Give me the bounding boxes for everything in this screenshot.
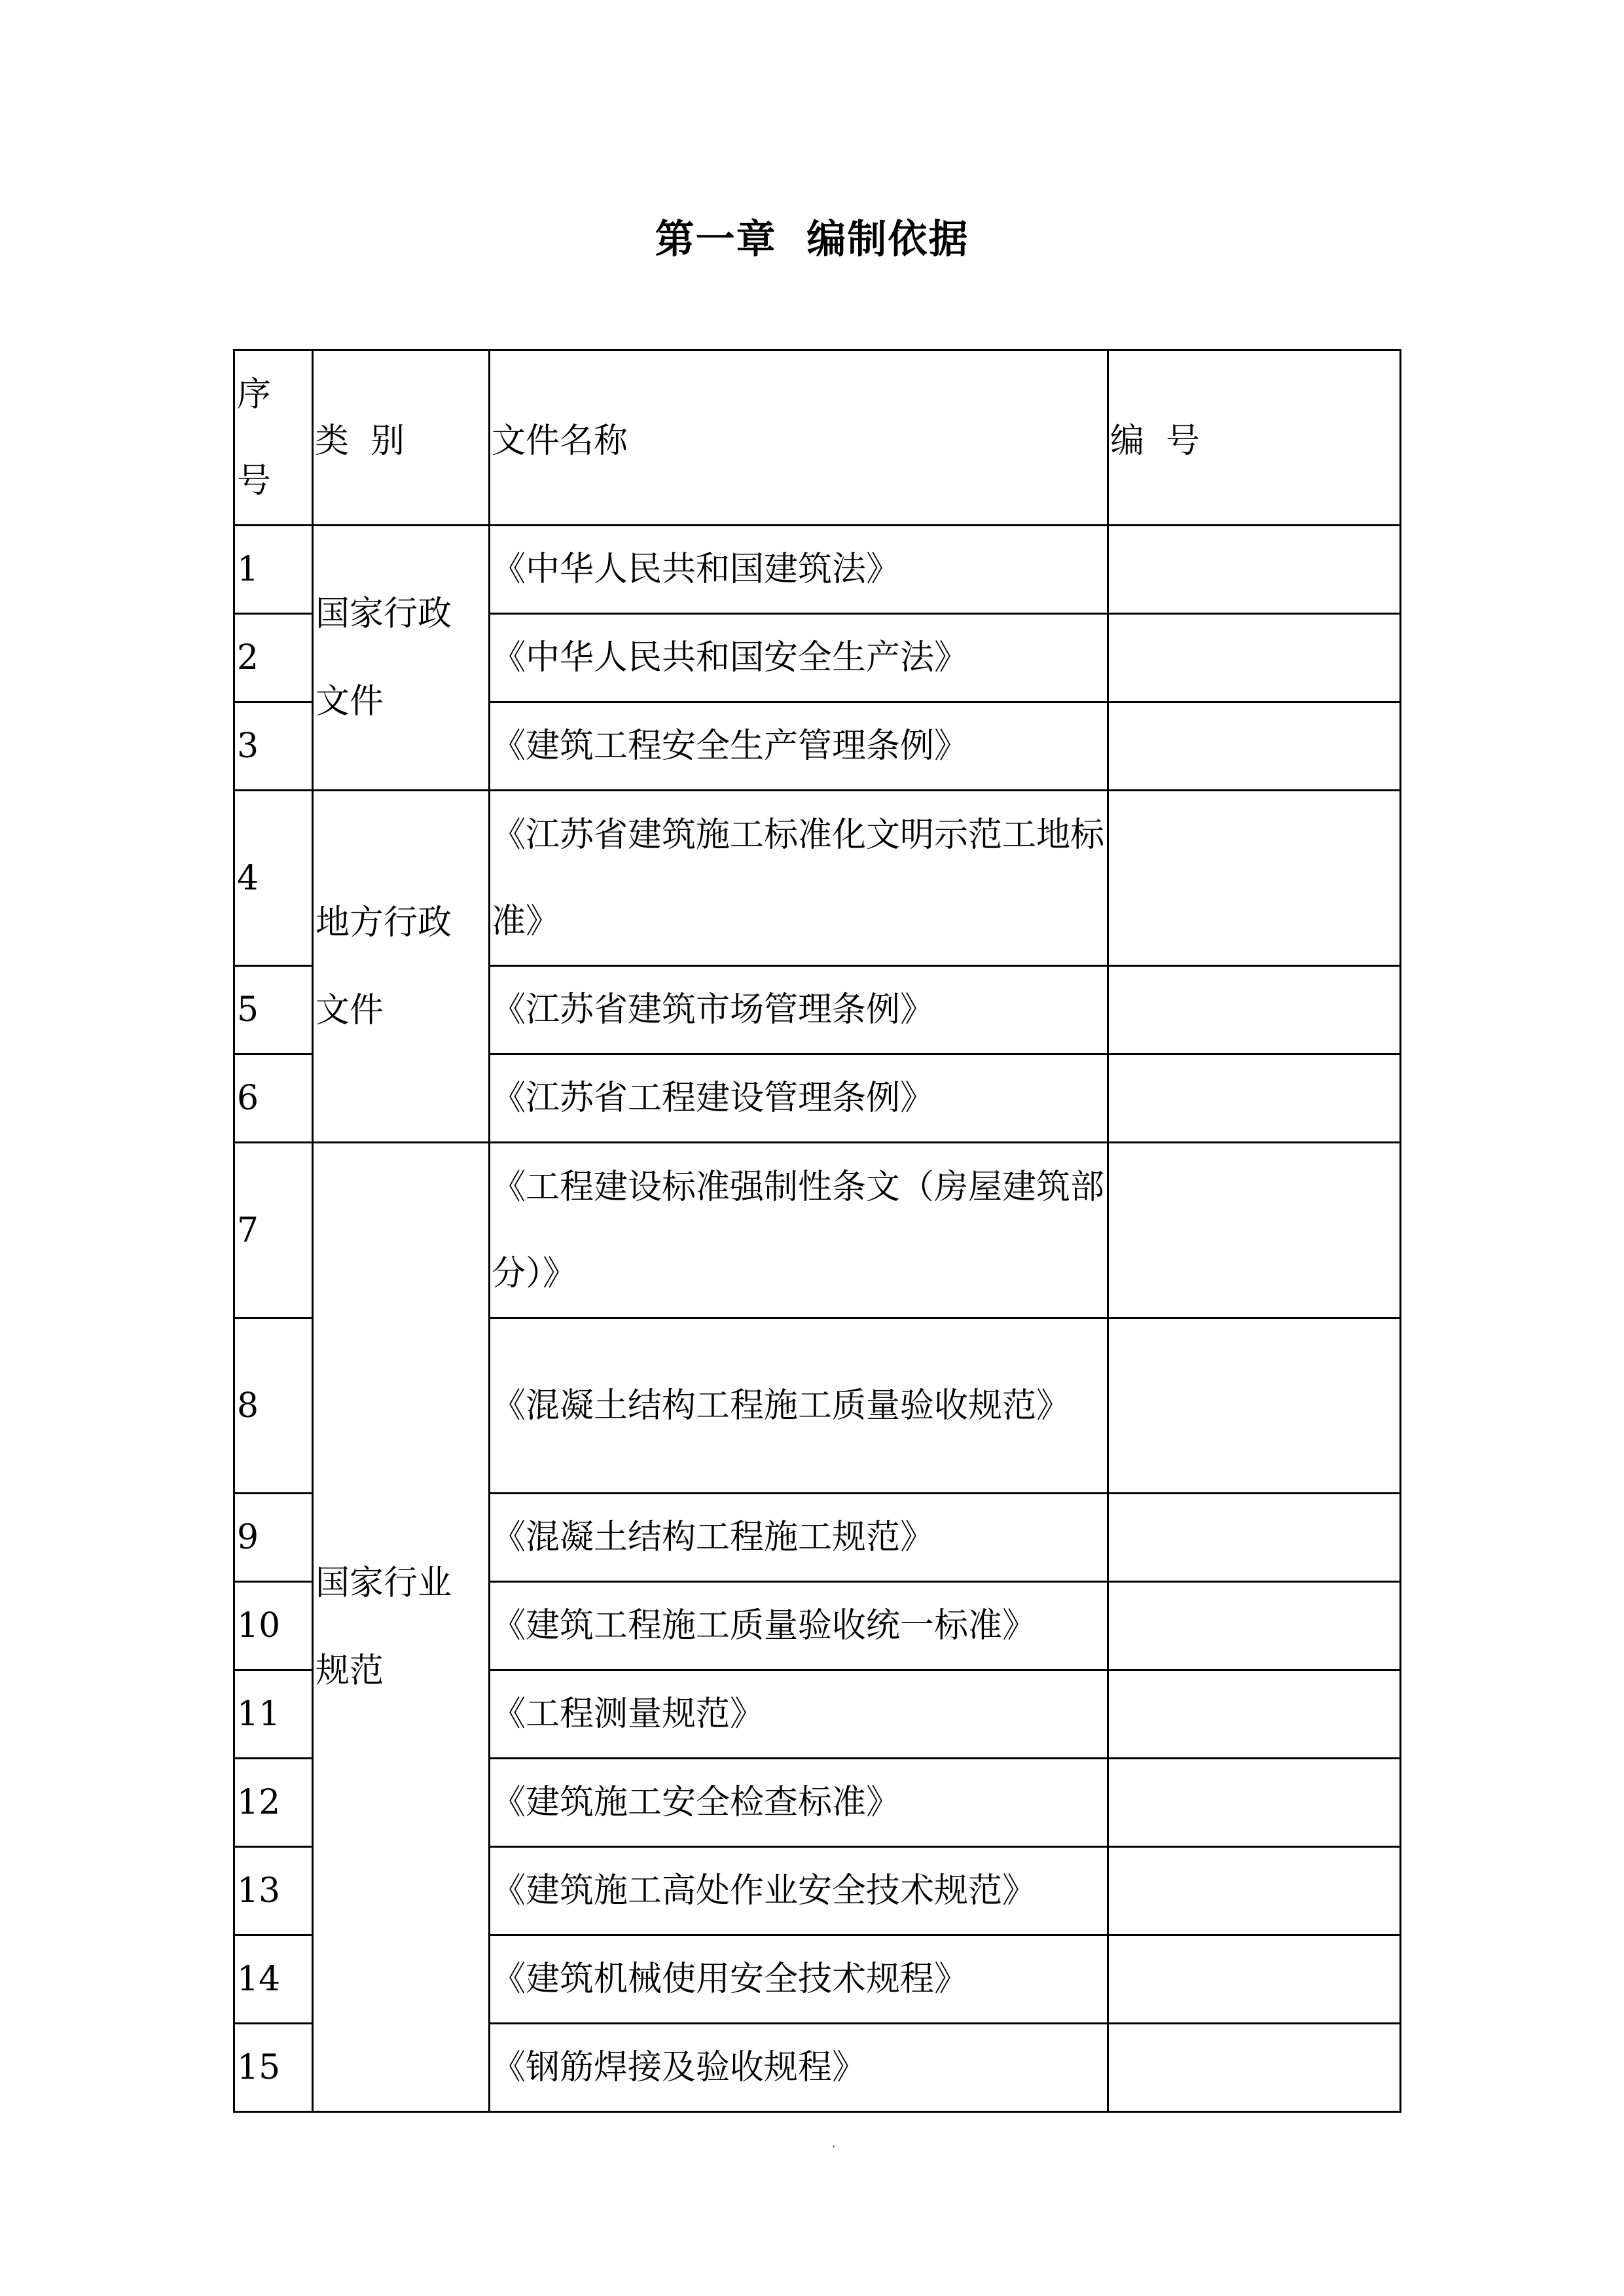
table-row: [234, 1143, 1401, 1318]
header-category: 类 别: [313, 350, 490, 526]
row-code: [1108, 1318, 1401, 1494]
row-name: 《建筑机械使用安全技术规程》: [490, 1935, 1108, 2024]
row-name: 《工程建设标准强制性条文（房屋建筑部分）》: [490, 1143, 1108, 1318]
row-code: [1108, 1759, 1401, 1847]
row-code: [1108, 702, 1401, 791]
row-name: 《建筑施工安全检查标准》: [490, 1759, 1108, 1847]
table-row: [234, 526, 1401, 614]
row-code: [1108, 966, 1401, 1054]
row-no: 8: [234, 1318, 313, 1494]
row-name: 《建筑工程施工质量验收统一标准》: [490, 1582, 1108, 1670]
category-local-admin: 地方行政文件: [313, 791, 490, 1143]
row-no: 2: [234, 614, 313, 702]
row-name: 《江苏省建筑市场管理条例》: [490, 966, 1108, 1054]
row-no: 3: [234, 702, 313, 791]
row-name: 《中华人民共和国安全生产法》: [490, 614, 1108, 702]
row-no: 14: [234, 1935, 313, 2024]
row-no: 4: [234, 791, 313, 966]
row-code: [1108, 1582, 1401, 1670]
basis-table: [233, 349, 1401, 2113]
row-name: 《江苏省建筑施工标准化文明示范工地标准》: [490, 791, 1108, 966]
row-name: 《江苏省工程建设管理条例》: [490, 1054, 1108, 1143]
category-national-admin: 国家行政文件: [313, 526, 490, 791]
table-header-row: [234, 350, 1401, 526]
row-name: 《建筑工程安全生产管理条例》: [490, 702, 1108, 791]
header-filename: 文件名称: [490, 350, 1108, 526]
header-seq: 序号: [234, 350, 313, 526]
row-no: 13: [234, 1847, 313, 1935]
row-name: 《钢筋焊接及验收规程》: [490, 2024, 1108, 2112]
row-code: [1108, 1143, 1401, 1318]
row-no: 1: [234, 526, 313, 614]
row-code: [1108, 1054, 1401, 1143]
row-code: [1108, 2024, 1401, 2112]
row-no: 5: [234, 966, 313, 1054]
table-row: [234, 791, 1401, 966]
row-code: [1108, 1670, 1401, 1759]
row-no: 9: [234, 1494, 313, 1582]
row-code: [1108, 526, 1401, 614]
row-name: 《中华人民共和国建筑法》: [490, 526, 1108, 614]
category-national-industry: 国家行业规范: [313, 1143, 490, 2112]
row-name: 《建筑施工高处作业安全技术规范》: [490, 1847, 1108, 1935]
row-code: [1108, 791, 1401, 966]
row-code: [1108, 614, 1401, 702]
footer-mark: .: [831, 2135, 836, 2151]
row-no: 11: [234, 1670, 313, 1759]
row-code: [1108, 1494, 1401, 1582]
row-no: 12: [234, 1759, 313, 1847]
row-no: 6: [234, 1054, 313, 1143]
row-code: [1108, 1847, 1401, 1935]
header-number: 编 号: [1108, 350, 1401, 526]
row-name: 《混凝土结构工程施工质量验收规范》: [490, 1318, 1108, 1494]
row-name: 《工程测量规范》: [490, 1670, 1108, 1759]
row-no: 10: [234, 1582, 313, 1670]
row-code: [1108, 1935, 1401, 2024]
row-name: 《混凝土结构工程施工规范》: [490, 1494, 1108, 1582]
page-title: 第一章 编制依据: [655, 217, 969, 262]
row-no: 7: [234, 1143, 313, 1318]
row-no: 15: [234, 2024, 313, 2112]
